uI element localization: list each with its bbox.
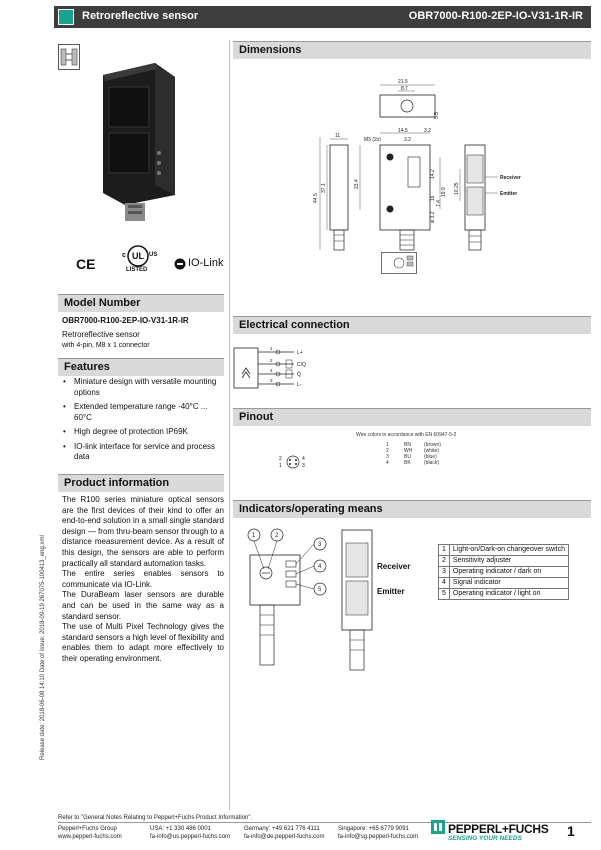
footer-refer: Refer to "General Notes Relating to Pepperl+Fuchs Product Information".	[58, 815, 253, 821]
callout-3: 3	[318, 542, 322, 548]
indicator-receiver-label: Receiver	[377, 562, 411, 571]
io-link-label: IO-Link	[188, 257, 224, 269]
pinout-row: 3 BU (blue)	[386, 454, 437, 460]
model-number-value: OBR7000-R100-2EP-IO-V31-1R-IR	[62, 316, 189, 325]
footer-germany-mail[interactable]: fa-info@de.pepperl-fuchs.com	[244, 834, 325, 840]
brand-tagline: SENSING YOUR NEEDS	[448, 835, 522, 842]
wiring-diagram	[232, 344, 332, 394]
pinout-table	[386, 442, 441, 466]
elec-p4: 4	[270, 368, 273, 373]
callout-4: 4	[318, 564, 322, 570]
table-row: 5 Operating indicator / light on	[439, 589, 569, 600]
page-title: Retroreflective sensor	[82, 10, 199, 22]
pinout-row: 2 WH (white)	[386, 448, 440, 454]
pin-label-1: 1	[279, 463, 282, 469]
dim-19-9: 19.9	[441, 187, 447, 197]
elec-l-plus: L+	[297, 350, 303, 356]
io-link-icon	[174, 258, 186, 270]
product-photo	[95, 55, 190, 225]
footer-web-link[interactable]: www.pepperl-fuchs.com	[58, 834, 122, 840]
features-heading: Features	[58, 358, 224, 376]
column-divider	[229, 40, 230, 810]
ul-c-label: c	[122, 252, 126, 259]
dim-3-2b: 3.2	[404, 137, 411, 143]
dim-21-5: 21.5	[398, 79, 408, 85]
ce-mark: CE	[76, 256, 96, 272]
indicator-table	[438, 544, 569, 600]
brand-name: PEPPERL+FUCHS	[448, 822, 549, 836]
dim-emitter: Emitter	[500, 191, 518, 197]
ul-us-label: US	[149, 252, 158, 258]
feature-item: • High degree of protection IP69K	[60, 427, 226, 438]
callout-5: 5	[318, 587, 322, 593]
indicator-emitter-label: Emitter	[377, 587, 405, 596]
dim-7-4: 7.4	[436, 200, 442, 207]
elec-l-minus: L-	[297, 382, 302, 388]
product-info-paragraph: The R100 series miniature optical sensors are the first devices of their kind to offer an end-to-end solution in a small single standard design — from thru-beam sensor through to a distance measurement device. As a result of this design, the sensors are able to perform practically all standard automation tasks.	[62, 495, 224, 568]
dimensions-heading: Dimensions	[233, 41, 591, 59]
dim-11: 11	[335, 133, 341, 139]
product-info-paragraph: The use of Multi Pixel Technology gives the standard sensors a high level of flexibility and enables them to adapt more effectively to their operating environment.	[62, 622, 224, 663]
callout-1: 1	[252, 533, 256, 539]
elec-q: Q̄	[297, 372, 301, 378]
page-number: 1	[567, 823, 575, 839]
product-info-text	[62, 495, 224, 665]
dim-23-4: 23.4	[354, 179, 360, 189]
model-number-heading: Model Number	[58, 294, 224, 312]
dim-14-2: 14.2	[430, 169, 436, 179]
dim-m3-2: ø 3.2	[430, 211, 436, 223]
dim-m3: M3 (2x)	[364, 137, 381, 143]
pepperl-fuchs-logo-icon	[431, 820, 445, 834]
dim-8-7: 8.7	[401, 86, 408, 92]
header-bar	[54, 6, 591, 28]
indicator-diagram	[240, 525, 420, 675]
dim-10-25: 10.25	[454, 182, 460, 195]
footer-singapore: Singapore: +65 6779 9091	[338, 826, 409, 832]
dim-14-5: 14.5	[398, 128, 408, 134]
footer-singapore-mail[interactable]: fa-info@sg.pepperl-fuchs.com	[338, 834, 419, 840]
release-info-side-text: Release date: 2018-06-08 14:10 Date of issue: 2018-09-19 267075-100413_eng.xml	[40, 535, 46, 760]
feature-item: • IO-link interface for service and process data	[60, 442, 226, 463]
footer-usa: USA: +1 330 486 0001	[150, 826, 211, 832]
ul-listed-label: LISTED	[126, 267, 148, 273]
sensor-type-icon	[58, 44, 80, 70]
pin-label-3: 3	[302, 463, 305, 469]
callout-2: 2	[275, 533, 279, 539]
table-row: 4 Signal indicator	[439, 578, 569, 589]
product-info-paragraph: The entire series enables sensors to communicate via IO-Link.	[62, 569, 224, 589]
dim-3-2a: 3.2	[424, 128, 431, 134]
brand-square-icon	[58, 9, 74, 25]
electrical-heading: Electrical connection	[233, 316, 591, 334]
pinout-note: Wire colors in accordance with EN 60947-5-2	[356, 432, 457, 438]
features-list	[60, 377, 226, 467]
dimension-drawing	[300, 75, 530, 280]
elec-p2: 2	[270, 358, 273, 363]
ul-label: UL	[132, 251, 144, 261]
elec-p1: 1	[270, 346, 273, 351]
model-connector: with 4-pin, M8 x 1 connector	[62, 342, 150, 349]
table-row: 3 Operating indicator / dark on	[439, 567, 569, 578]
table-row: 1 Light-on/Dark-on changeover switch	[439, 545, 569, 556]
pin-label-4: 4	[302, 456, 305, 462]
indicators-heading: Indicators/operating means	[233, 500, 591, 518]
pinout-row: 4 BK (black)	[386, 460, 440, 466]
table-row: 2 Sensitivity adjuster	[439, 556, 569, 567]
pinout-heading: Pinout	[233, 408, 591, 426]
dim-5-5: 5.5	[434, 112, 440, 119]
feature-item: • Miniature design with versatile mounting options	[60, 377, 226, 398]
feature-item: • Extended temperature range -40°C ... 60°C	[60, 402, 226, 423]
pinout-row: 1 BN (brown)	[386, 442, 441, 448]
dim-16: 16	[430, 195, 436, 201]
footer-group: Pepperl+Fuchs Group	[58, 826, 117, 832]
header-model: OBR7000-R100-2EP-IO-V31-1R-IR	[408, 10, 583, 22]
elec-cq: C/Q	[297, 362, 306, 368]
product-info-paragraph: The DuraBeam laser sensors are durable and can be used in the same way as a standard sensor.	[62, 590, 224, 621]
dim-44-5: 44.5	[313, 193, 319, 203]
elec-p3: 3	[270, 378, 273, 383]
connector-view-icon	[381, 252, 417, 274]
pin-label-2: 2	[279, 456, 282, 462]
model-description: Retroreflective sensor	[62, 330, 140, 339]
connector-pinout-icon	[275, 452, 311, 472]
dim-receiver: Receiver	[500, 175, 521, 181]
product-info-heading: Product information	[58, 474, 224, 492]
footer-usa-mail[interactable]: fa-info@us.pepperl-fuchs.com	[150, 834, 231, 840]
dim-37-1: 37.1	[321, 183, 327, 193]
footer-germany: Germany: +49 621 776 4111	[244, 826, 320, 832]
